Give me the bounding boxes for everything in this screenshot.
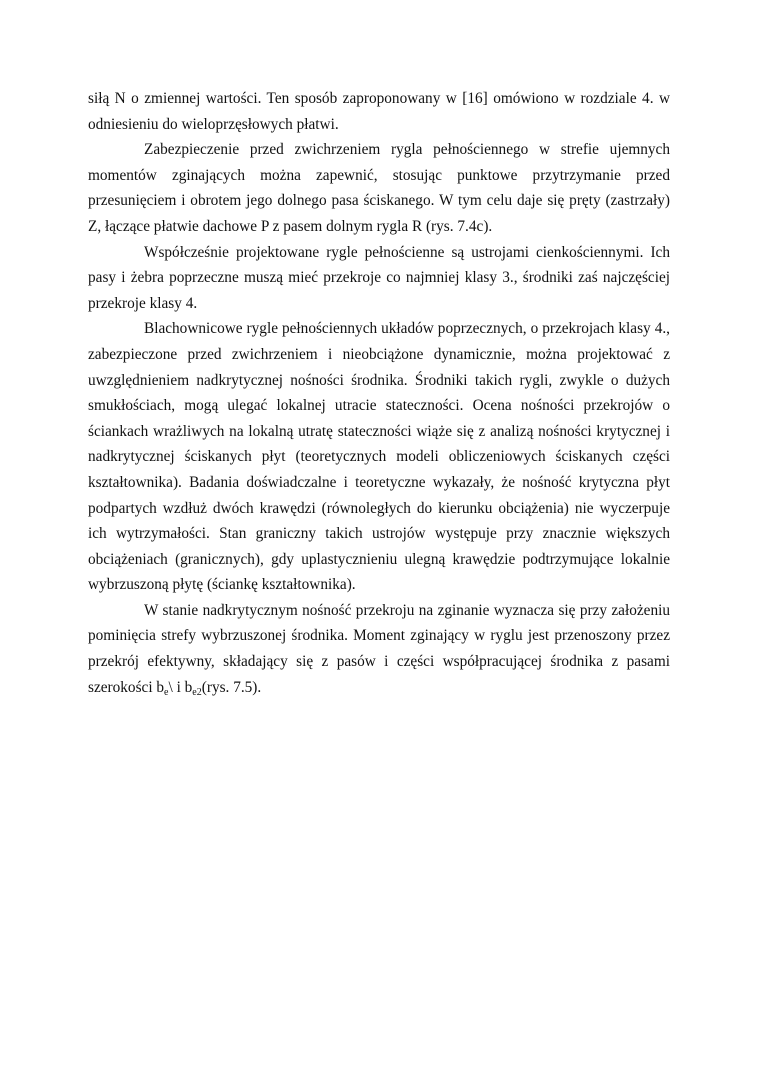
paragraph-3: Współcześnie projektowane rygle pełnościenne są ustrojami cienkościennymi. Ich pasy i żebra poprzeczne muszą mieć przekroje co najmniej klasy 3., środniki zaś najczęściej przekroje klasy 4. bbox=[88, 243, 670, 312]
paragraph-5-mid: \ i b bbox=[168, 678, 193, 696]
paragraph-5 bbox=[88, 598, 670, 700]
paragraph-1: siłą N o zmiennej wartości. Ten sposób zaproponowany w [16] omówiono w rozdziale 4. w odniesieniu do wieloprzęsłowych płatwi. bbox=[88, 90, 670, 133]
paragraph-2: Zabezpieczenie przed zwichrzeniem rygla pełnościennego w strefie ujemnych momentów zginających można zapewnić, stosując punktowe przytrzymanie przed przesunięciem i obrotem jego dolnego pasa ściskanego. W tym celu daje się pręty (zastrzały) Z, łączące płatwie dachowe P z pasem dolnym rygla R (rys. 7.4c). bbox=[88, 141, 670, 235]
subscript-e: e bbox=[164, 686, 169, 698]
subscript-e2: e2 bbox=[192, 686, 202, 698]
paragraph-5-tail: (rys. 7.5). bbox=[201, 678, 262, 696]
body-text bbox=[88, 86, 670, 700]
paragraph-4: Blachownicowe rygle pełnościennych układów poprzecznych, o przekrojach klasy 4., zabezpieczone przed zwichrzeniem i nieobciążone dynamicznie, można projektować z uwzględnieniem nadkrytycznej nośności środnika. Środniki takich rygli, zwykle o dużych smukłościach, mogą ulegać lokalnej utracie stateczności. Ocena nośności przekrojów o ściankach wrażliwych na lokalną utratę stateczności wiąże się z analizą nośności krytycznej i nadkrytycznej ściskanych płyt (teoretycznych modeli obliczeniowych ściskanych części kształtownika). Badania doświadczalne i teoretyczne wykazały, że nośność krytyczna płyt podpartych wzdłuż dwóch krawędzi (równoległych do kierunku obciążenia) nie wyczerpuje ich wytrzymałości. Stan graniczny takich ustrojów występuje przy znacznie większych obciążeniach (granicznych), gdy uplastycznieniu ulegną krawędzie podtrzymujące lokalnie wybrzuszoną płytę (ściankę kształtownika). bbox=[88, 320, 670, 594]
paragraph-5-main: W stanie nadkrytycznym nośność przekroju na zginanie wyznacza się przy założeniu pominięcia strefy wybrzuszonej środnika. Moment zginający w ryglu jest przenoszony przez przekrój efektywny, składający się z pasów i części współpracującej środnika z pasami szerokości b bbox=[88, 601, 670, 696]
